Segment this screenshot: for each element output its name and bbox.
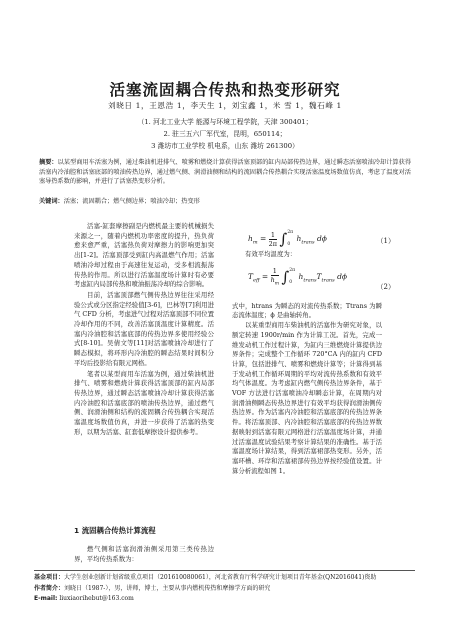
abstract xyxy=(39,158,411,187)
intro-paragraph-3: 笔者以某型商用车活塞为例，通过柴油机进排气、喷雾和燃烧计算获得活塞顶部的缸内局部传热边界，通过瞬态活塞喷油冷却计算获得活塞内冷油腔和活塞底部的喷油传热边界，通过燃气侧、润滑油侧和结构的流固耦合传热耦合实现活塞温度场数值仿真，并进一步获得了活塞的热变形，以期为活塞、缸套低摩擦设计提供参考。 xyxy=(74,369,214,436)
eq2-lower: 0 xyxy=(289,279,293,285)
eq1-differential: dϕ xyxy=(316,234,327,243)
eq1-integral-sign: ∫ xyxy=(279,230,288,248)
eq1-lower: 0 xyxy=(287,242,291,247)
eq2-integrand2: T xyxy=(316,271,322,281)
right-column xyxy=(232,222,395,476)
eq1-frac-den: 2π xyxy=(268,239,278,248)
eq2-frac-den-main: h xyxy=(270,276,275,285)
email-text: liuxiaorihebut@163.com xyxy=(59,595,134,603)
abstract-label: 摘要： xyxy=(39,159,58,166)
intro-paragraph-2: 目前，活塞顶部燃气侧传热边界往往采用经验公式或分区指定经验值[3-6]，巴林等[7]利用进气 CFD 分析，考虑进气过程对活塞顶部不同位置冷却作用的不同，改善活塞顶温度计算精度。活塞内冷油腔和活塞底部的传热边界多使用经验公式[8-10]。吴倩文等[11]对活塞喷油冷却进行了瞬态模拟，将环形内冷油腔的瞬态结果时间积分平均后投影给有限元网格。 xyxy=(74,290,214,367)
eq2-number: （2） xyxy=(376,282,395,291)
footnote xyxy=(34,570,415,605)
abstract-text: 以某型商用车活塞为例，通过柴油机进排气、喷雾和燃烧计算获得活塞顶部的缸内局部传热边界，通过瞬态活塞喷油冷却计算获得活塞内冷油腔和活塞底部的喷油传热边界，通过燃气侧、润滑油侧和结构的流固耦合传热耦合实现活塞温度场数值仿真，考虑了温度对活塞导热系数的影响，并进行了活塞热变形分析。 xyxy=(39,159,412,186)
author-list: 刘晓日 1，王恩浩 1，李天生 1，刘宝鑫 1，米 雪 1，魏石峰 1 xyxy=(108,101,342,110)
fund-text: 大学生创业创新计划省级重点项目（201610080061），河北省教育厅科学研究计划项目青年基金(QN2016041)资助 xyxy=(64,574,377,581)
keywords-text: 活塞；流固耦合；燃气侧边界；喷油冷却；热变形 xyxy=(63,198,200,205)
section-1-paragraph: 燃气侧和活塞润滑油侧采用第三类传热边界，平均传热系数为： xyxy=(74,545,214,563)
affiliation-1: （1. 河北工业大学 能源与环境工程学院，天津 300401； xyxy=(137,118,313,126)
eq1-lhs: h xyxy=(248,234,253,243)
eq1-integrand: h xyxy=(296,234,302,243)
author-bio-text: 刘晓日（1987-），男，讲师，博士，主要从事内燃机传热和摩擦学方面的研究 xyxy=(64,584,271,592)
eq2-equals: = xyxy=(261,271,269,281)
eq1-lhs-sub: m xyxy=(252,239,258,246)
author-bio-line xyxy=(34,584,415,595)
eq2-integral-sign: ∫ xyxy=(281,267,290,286)
eq2-lhs-sub: eff xyxy=(253,277,260,284)
eq1-integrand-sub: trans xyxy=(301,239,315,246)
eq2-upper: 2π xyxy=(289,267,296,273)
eq2-integrand2-sub: trans xyxy=(321,277,335,284)
eq2-differential: dϕ xyxy=(337,271,348,281)
eq2-frac-den-sub: m xyxy=(274,281,280,287)
eq1-upper: 2π xyxy=(287,230,294,235)
method-paragraph: 以某重型商用车柴油机的活塞作为研究对象，以额定转速 1900r/min 作为计算工况。首先，完成一维发动机工作过程计算，为缸内三维燃烧计算提供边界条件；完成整个工作循环 720°CA 内的缸内 CFD 计算，包括进排气、喷雾和燃烧计算等；计算得到基于发动机工作循环周期的平均对流传热系数和有效平均气体温度。为考虑缸内燃气侧传热边界条件，基于 VOF 方法进行活塞喷油冷却瞬态计算，在周期内对润滑油侧瞬态传热边界进行有效平均获得润滑油侧传热边界。作为活塞内冷油腔和活塞底部的传热边界条件。将活塞顶部、内冷油腔和活塞底部的传热边界数据映射到活塞有限元网格进行活塞温度场计算，并通过活塞温度试验结果考察计算结果的准确性。基于活塞温度场计算结果，得到活塞裙部热变形。另外，活塞环槽、环岸和活塞裙部传热边界按经验值设置。计算分析流程如图 1。 xyxy=(232,321,382,475)
equation-1 xyxy=(232,222,395,266)
author-bio-label: 作者简介： xyxy=(34,584,65,592)
eq2-fraction xyxy=(271,267,279,286)
keywords-label: 关键词： xyxy=(39,198,64,205)
section-heading-1: 1 流固耦合传热计算流程 xyxy=(74,526,156,535)
email-line xyxy=(34,594,415,605)
eq-connector-text: 有效平均温度为： xyxy=(245,250,297,258)
eq1-fraction xyxy=(269,231,277,248)
eq1-limits xyxy=(287,227,293,251)
right-text xyxy=(232,302,382,477)
eq-explanation: 式中，htrans 为瞬态的对流传热系数；Ttrans 为瞬态流体温度；ϕ 是曲轴转角。 xyxy=(232,301,382,320)
keywords xyxy=(39,197,411,207)
affiliation-2: 2. 驻三五六厂军代室，昆明，650114； xyxy=(163,130,287,138)
left-column xyxy=(74,222,214,438)
equation-2 xyxy=(232,264,395,308)
eq2-limits xyxy=(289,265,295,289)
eq1-equals: = xyxy=(259,234,267,243)
eq2-integrand: h xyxy=(298,271,304,281)
eq2-frac-den xyxy=(271,276,279,286)
eq2-frac-num: 1 xyxy=(271,267,279,276)
eq1-frac-num: 1 xyxy=(269,231,277,240)
fund-line xyxy=(34,573,415,584)
affiliation-3: 3 潍坊市工业学校 机电系，山东 潍坊 261300） xyxy=(151,142,299,150)
intro-paragraph-1: 活塞-缸套摩擦副是内燃机最主要的机械损失来源之一，随着内燃机功率密度的提升，热负荷愈来愈严重，活塞热负荷对摩擦力的影响更加突出[1-2]。活塞顶部受到缸内高温燃气作用；活塞喷油冷却过程由于高速往复运动，受多相流振荡传热的作用。所以进行活塞温度场计算时有必要考虑缸内局部传热和喷油振荡冷却的综合影响。 xyxy=(74,222,214,289)
eq2-lhs: T xyxy=(248,271,254,281)
fund-label: 基金项目： xyxy=(34,574,65,581)
paper-title: 活塞流固耦合传热和热变形研究 xyxy=(109,81,341,99)
eq2-integrand-sub: trans xyxy=(303,277,317,284)
eq1-number: （1） xyxy=(376,237,395,245)
section-1-text xyxy=(74,545,214,564)
email-label: E-mail: xyxy=(34,595,58,603)
